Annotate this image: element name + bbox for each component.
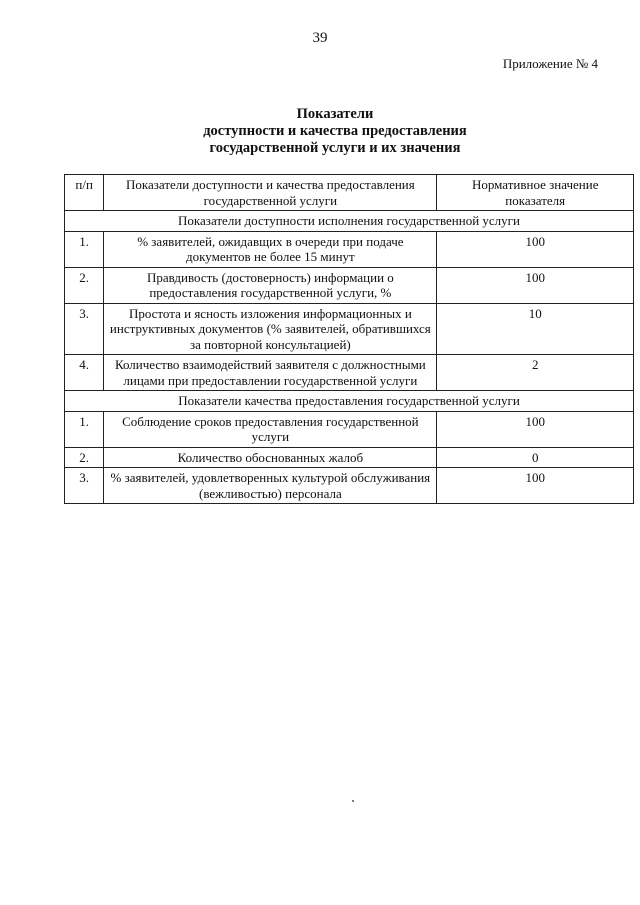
- title-line-1: Показатели: [296, 106, 374, 122]
- row-indicator: % заявителей, удовлетворенных культурой обслуживания (вежливостью) персонала: [104, 468, 437, 504]
- section-title: Показатели доступности исполнения государственной услуги: [65, 211, 634, 232]
- row-value: 100: [437, 468, 634, 504]
- row-number: 3.: [65, 303, 104, 355]
- row-number: 1.: [65, 411, 104, 447]
- scan-speck: [352, 800, 354, 802]
- row-value: 2: [437, 355, 634, 391]
- page-number: 39: [312, 30, 328, 46]
- row-value: 10: [437, 303, 634, 355]
- row-indicator: % заявителей, ожидавщих в очереди при подаче документов не более 15 минут: [104, 231, 437, 267]
- document-title: [120, 106, 550, 157]
- title-line-3: государственной услуги и их значения: [209, 140, 461, 156]
- table-row: [65, 231, 634, 267]
- row-indicator: Количество взаимодействий заявителя с должностными лицами при предоставлении государственной услуги: [104, 355, 437, 391]
- row-number: 2.: [65, 267, 104, 303]
- section-header-availability: [65, 211, 634, 232]
- table-row: [65, 411, 634, 447]
- row-value: 0: [437, 447, 634, 468]
- row-number: 4.: [65, 355, 104, 391]
- indicators-table: [64, 174, 634, 504]
- table-header-row: [65, 175, 634, 211]
- section-header-quality: [65, 391, 634, 412]
- appendix-label: Приложение № 4: [502, 56, 598, 71]
- row-number: 2.: [65, 447, 104, 468]
- row-value: 100: [437, 267, 634, 303]
- header-normative-value: Нормативное значение показателя: [437, 175, 634, 211]
- row-value: 100: [437, 411, 634, 447]
- title-line-2: доступности и качества предоставления: [203, 123, 467, 139]
- table-row: [65, 355, 634, 391]
- header-indicator: Показатели доступности и качества предоставления государственной услуги: [104, 175, 437, 211]
- row-value: 100: [437, 231, 634, 267]
- table-row: [65, 468, 634, 504]
- row-indicator: Простота и ясность изложения информационных и инструктивных документов (% заявителей, обратившихся за повторной консультацией): [104, 303, 437, 355]
- row-indicator: Количество обоснованных жалоб: [104, 447, 437, 468]
- table-row: [65, 267, 634, 303]
- row-indicator: Соблюдение сроков предоставления государственной услуги: [104, 411, 437, 447]
- row-indicator: Правдивость (достоверность) информации о предоставления государственной услуги, %: [104, 267, 437, 303]
- row-number: 3.: [65, 468, 104, 504]
- header-number: п/п: [65, 175, 104, 211]
- table-row: [65, 447, 634, 468]
- row-number: 1.: [65, 231, 104, 267]
- section-title: Показатели качества предоставления государственной услуги: [65, 391, 634, 412]
- table-row: [65, 303, 634, 355]
